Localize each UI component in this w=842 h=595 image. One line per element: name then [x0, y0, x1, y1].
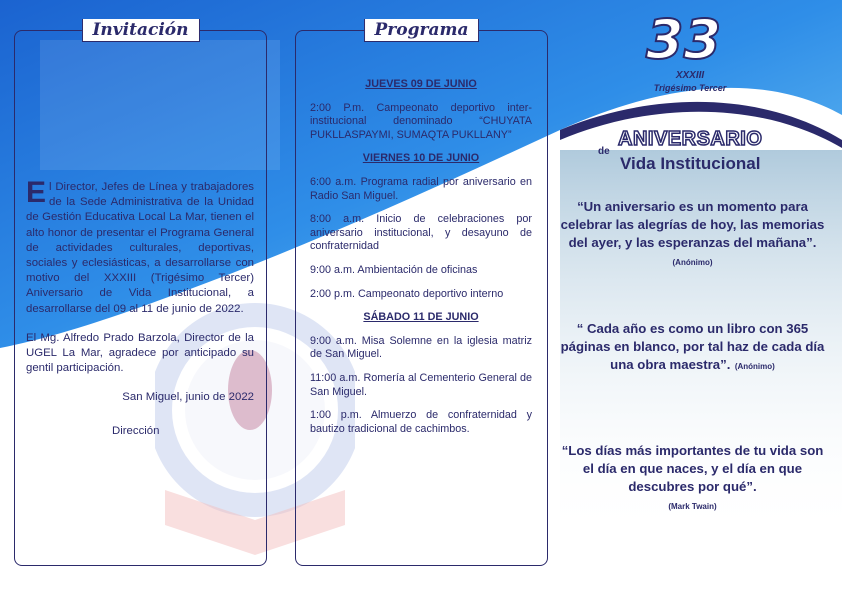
anniversary-number: 33 [646, 8, 722, 71]
program-item: 2:00 p.m. Campeonato deportivo interno [310, 287, 504, 300]
quote-author: (Anónimo) [734, 362, 775, 371]
dropcap: E [26, 176, 47, 209]
invitacion-body [26, 176, 254, 439]
quote-1 [560, 198, 825, 270]
program-item: 9:00 a.m. Ambientación de oficinas [310, 263, 478, 276]
programa-title: Programa [364, 19, 480, 42]
quote-text: “ Cada año es como un libro con 365 páginas en blanco, por tal haz de cada día una obra maestra”. [560, 321, 825, 372]
quote-text: “Los días más importantes de tu vida son el día en que naces, y el día en que descubres por qué”. [561, 443, 824, 494]
day-heading: VIERNES 10 DE JUNIO [362, 152, 480, 165]
day-heading: SÁBADO 11 DE JUNIO [363, 311, 479, 324]
programa-body [310, 72, 532, 446]
invitacion-paragraph-2: El Mg. Alfredo Prado Barzola, Director de la UGEL La Mar, agradece por anticipado su gentil participación. [26, 331, 254, 375]
invitacion-paragraph-1: l Director, Jefes de Línea y trabajadores de la Sede Administrativa de la Unidad de Gestión Educativa Local La Mar, tienen el alto honor de presentar el Programa General de actividades culturales, deportivas, sociales y eclesiásticas, a desarrollarse con motivo del XXXIII (Trigésimo Tercer) Aniversario de Vida Institucional, a desarrollarse del 09 al 11 de junio de 2022. [26, 181, 254, 315]
signature: Dirección [112, 424, 160, 437]
program-item: 11:00 a.m. Romería al Cementerio General de San Miguel. [310, 371, 532, 398]
quote-text: “Un aniversario es un momento para celebrar las alegrías de hoy, las memorias del ayer, y las esperanzas del mañana”. [560, 199, 825, 250]
ordinal-text: Trigésimo Tercer [653, 83, 727, 93]
day-heading: JUEVES 09 DE JUNIO [365, 78, 477, 90]
program-item: 8:00 a.m. Inicio de celebraciones por aniversario institucional, y desayuno de confraternidad [310, 213, 532, 253]
aniversario-heading: ANIVERSARIO [618, 128, 763, 150]
roman-numeral: XXXIII [675, 70, 705, 81]
quote-2 [560, 320, 825, 374]
quote-author: (Mark Twain) [668, 502, 717, 511]
de-label: de [598, 146, 610, 157]
program-item: 1:00 p.m. Almuerzo de confraternidad y bautizo tradicional de cachimbos. [310, 409, 532, 435]
program-item: 2:00 P.m. Campeonato deportivo inter-institucional denominado “CHUYATA PUKLLASPAYMI, SUMAQTA PUKLLANY” [310, 101, 532, 141]
quote-author: (Anónimo) [672, 258, 713, 267]
program-item: 9:00 a.m. Misa Solemne en la iglesia matriz de San Miguel. [310, 334, 532, 361]
invitacion-title: Invitación [81, 19, 199, 42]
quote-3 [560, 442, 825, 514]
program-item: 6:00 a.m. Programa radial por aniversario en Radio San Miguel. [310, 175, 532, 202]
vida-institucional: Vida Institucional [620, 154, 761, 173]
place-date: San Miguel, junio de 2022 [122, 391, 254, 404]
